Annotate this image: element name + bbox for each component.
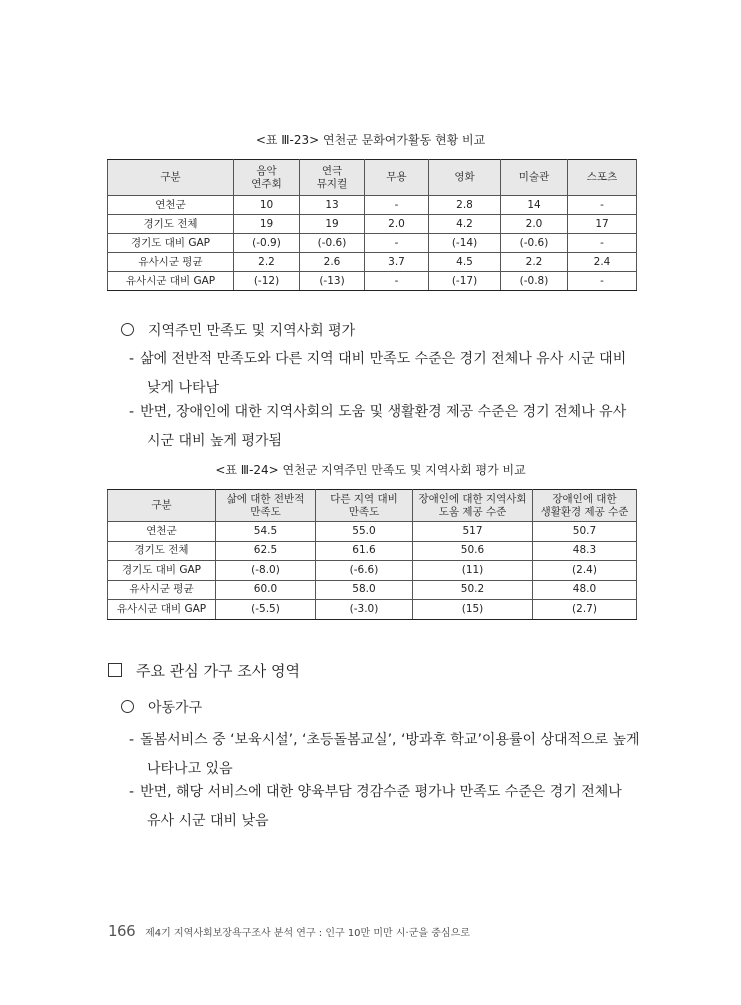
table-cell: (-12) bbox=[234, 272, 300, 291]
table-cell: 50.2 bbox=[413, 580, 533, 600]
table-cell: (11) bbox=[413, 561, 533, 581]
table-cell: 48.3 bbox=[533, 541, 637, 561]
circle-bullet-icon bbox=[121, 323, 134, 336]
table-cell: 17 bbox=[568, 215, 637, 234]
table-cell: 4.2 bbox=[429, 215, 501, 234]
section2-heading-text: 주요 관심 가구 조사 영역 bbox=[136, 662, 300, 680]
table-cell: (-14) bbox=[429, 234, 501, 253]
t24-header: 장애인에 대한 지역사회 도움 제공 수준 bbox=[413, 490, 533, 522]
table-cell: 13 bbox=[300, 196, 365, 215]
table-row bbox=[108, 272, 637, 291]
table-cell: 3.7 bbox=[365, 253, 429, 272]
row-label: 경기도 대비 GAP bbox=[108, 234, 234, 253]
t23-header: 음악 연주회 bbox=[234, 160, 300, 196]
section2-dash1: - 돌봄서비스 중 ‘보육시설’, ‘초등돌봄교실’, ‘방과후 학교’이용률이 상대적으로 높게 나타나고 있음 bbox=[129, 729, 649, 778]
table-cell: 58.0 bbox=[316, 580, 413, 600]
table-row bbox=[108, 253, 637, 272]
row-label: 유사시군 평균 bbox=[108, 580, 216, 600]
table-23-caption: <표 Ⅲ-23> 연천군 문화여가활동 현황 비교 bbox=[255, 133, 486, 147]
table-cell: 2.4 bbox=[568, 253, 637, 272]
table-cell: 60.0 bbox=[216, 580, 316, 600]
table-cell: 54.5 bbox=[216, 522, 316, 542]
table-row bbox=[108, 580, 637, 600]
table-cell: 50.6 bbox=[413, 541, 533, 561]
s1-d2-l1: 반면, 장애인에 대한 지역사회의 도움 및 생활환경 제공 수준은 경기 전체나 유사 bbox=[140, 404, 627, 420]
t24-header: 장애인에 대한 생활환경 제공 수준 bbox=[533, 490, 637, 522]
table-cell: (2.4) bbox=[533, 561, 637, 581]
t23-header: 미술관 bbox=[501, 160, 568, 196]
table-cell: (-13) bbox=[300, 272, 365, 291]
circle-bullet-icon bbox=[121, 700, 134, 713]
table-cell: (-0.6) bbox=[300, 234, 365, 253]
t24-header: 구분 bbox=[108, 490, 216, 522]
t23-header: 무용 bbox=[365, 160, 429, 196]
section1-bullet-text: 지역주민 만족도 및 지역사회 평가 bbox=[148, 323, 356, 339]
t23-header: 영화 bbox=[429, 160, 501, 196]
table-row bbox=[108, 561, 637, 581]
t24-header: 다른 지역 대비 만족도 bbox=[316, 490, 413, 522]
table-23-header-row bbox=[108, 160, 637, 196]
row-label: 연천군 bbox=[108, 522, 216, 542]
table-cell: 2.0 bbox=[365, 215, 429, 234]
table-cell: (-5.5) bbox=[216, 600, 316, 620]
table-cell: 10 bbox=[234, 196, 300, 215]
section2-bullet-text: 아동가구 bbox=[148, 700, 203, 716]
table-cell: 2.0 bbox=[501, 215, 568, 234]
table-cell: 2.2 bbox=[234, 253, 300, 272]
s1-d1-l1: 삶에 전반적 만족도와 다른 지역 대비 만족도 수준은 경기 전체나 유사 시군 대비 bbox=[140, 351, 627, 367]
table-cell: (15) bbox=[413, 600, 533, 620]
table-cell: 61.6 bbox=[316, 541, 413, 561]
t23-header: 구분 bbox=[108, 160, 234, 196]
row-label: 유사시군 평균 bbox=[108, 253, 234, 272]
row-label: 유사시군 대비 GAP bbox=[108, 600, 216, 620]
table-cell: (-0.6) bbox=[501, 234, 568, 253]
table-cell: 50.7 bbox=[533, 522, 637, 542]
table-cell: (-8.0) bbox=[216, 561, 316, 581]
s2-d1-l1: 돌봄서비스 중 ‘보육시설’, ‘초등돌봄교실’, ‘방과후 학교’이용률이 상대적으로 높게 bbox=[140, 732, 640, 748]
table-cell: 19 bbox=[300, 215, 365, 234]
section1-dash1: - 삶에 전반적 만족도와 다른 지역 대비 만족도 수준은 경기 전체나 유사 시군 대비 낮게 나타남 bbox=[129, 348, 649, 397]
row-label: 경기도 대비 GAP bbox=[108, 561, 216, 581]
table-24 bbox=[107, 489, 637, 620]
table-24-caption: <표 Ⅲ-24> 연천군 지역주민 만족도 및 지역사회 평가 비교 bbox=[215, 463, 526, 477]
table-cell: 48.0 bbox=[533, 580, 637, 600]
section1-bullet bbox=[121, 320, 355, 340]
table-cell: - bbox=[365, 272, 429, 291]
row-label: 유사시군 대비 GAP bbox=[108, 272, 234, 291]
table-24-header-row bbox=[108, 490, 637, 522]
section2-heading bbox=[108, 660, 300, 681]
table-23 bbox=[107, 159, 637, 291]
table-cell: (-0.9) bbox=[234, 234, 300, 253]
table-cell: (-0.8) bbox=[501, 272, 568, 291]
row-label: 경기도 전체 bbox=[108, 541, 216, 561]
table-cell: - bbox=[365, 196, 429, 215]
s1-d2-l2: 시군 대비 높게 평가됨 bbox=[147, 433, 283, 449]
table-cell: 2.2 bbox=[501, 253, 568, 272]
table-row bbox=[108, 234, 637, 253]
s2-d1-l2: 나타나고 있음 bbox=[147, 761, 233, 777]
footer-title: 제4기 지역사회보장욕구조사 분석 연구 : 인구 10만 미만 시·군을 중심으로 bbox=[145, 928, 470, 939]
table-row bbox=[108, 215, 637, 234]
page-footer bbox=[108, 922, 470, 940]
table-cell: 19 bbox=[234, 215, 300, 234]
table-cell: - bbox=[568, 234, 637, 253]
table-cell: - bbox=[568, 196, 637, 215]
table-cell: 14 bbox=[501, 196, 568, 215]
table-cell: (-6.6) bbox=[316, 561, 413, 581]
table-cell: 62.5 bbox=[216, 541, 316, 561]
table-row bbox=[108, 522, 637, 542]
table-row bbox=[108, 600, 637, 620]
table-cell: 55.0 bbox=[316, 522, 413, 542]
table-row bbox=[108, 196, 637, 215]
table-cell: (2.7) bbox=[533, 600, 637, 620]
table-cell: 517 bbox=[413, 522, 533, 542]
section2-bullet bbox=[121, 697, 202, 717]
table-cell: - bbox=[365, 234, 429, 253]
t23-header: 연극 뮤지컬 bbox=[300, 160, 365, 196]
table-cell: (-17) bbox=[429, 272, 501, 291]
row-label: 경기도 전체 bbox=[108, 215, 234, 234]
table-cell: - bbox=[568, 272, 637, 291]
row-label: 연천군 bbox=[108, 196, 234, 215]
s2-d2-l2: 유사 시군 대비 낮음 bbox=[147, 813, 269, 829]
table-cell: 4.5 bbox=[429, 253, 501, 272]
section2-dash2: - 반면, 해당 서비스에 대한 양육부담 경감수준 평가나 만족도 수준은 경기 전체나 유사 시군 대비 낮음 bbox=[129, 781, 649, 830]
s2-d2-l1: 반면, 해당 서비스에 대한 양육부담 경감수준 평가나 만족도 수준은 경기 전체나 bbox=[140, 784, 622, 800]
t24-header: 삶에 대한 전반적 만족도 bbox=[216, 490, 316, 522]
page-number: 166 bbox=[108, 922, 136, 940]
section1-dash2: - 반면, 장애인에 대한 지역사회의 도움 및 생활환경 제공 수준은 경기 전체나 유사 시군 대비 높게 평가됨 bbox=[129, 401, 649, 450]
table-cell: (-3.0) bbox=[316, 600, 413, 620]
table-cell: 2.8 bbox=[429, 196, 501, 215]
table-cell: 2.6 bbox=[300, 253, 365, 272]
table-row bbox=[108, 541, 637, 561]
square-bullet-icon bbox=[108, 663, 122, 677]
t23-header: 스포츠 bbox=[568, 160, 637, 196]
s1-d1-l2: 낮게 나타남 bbox=[147, 380, 220, 396]
